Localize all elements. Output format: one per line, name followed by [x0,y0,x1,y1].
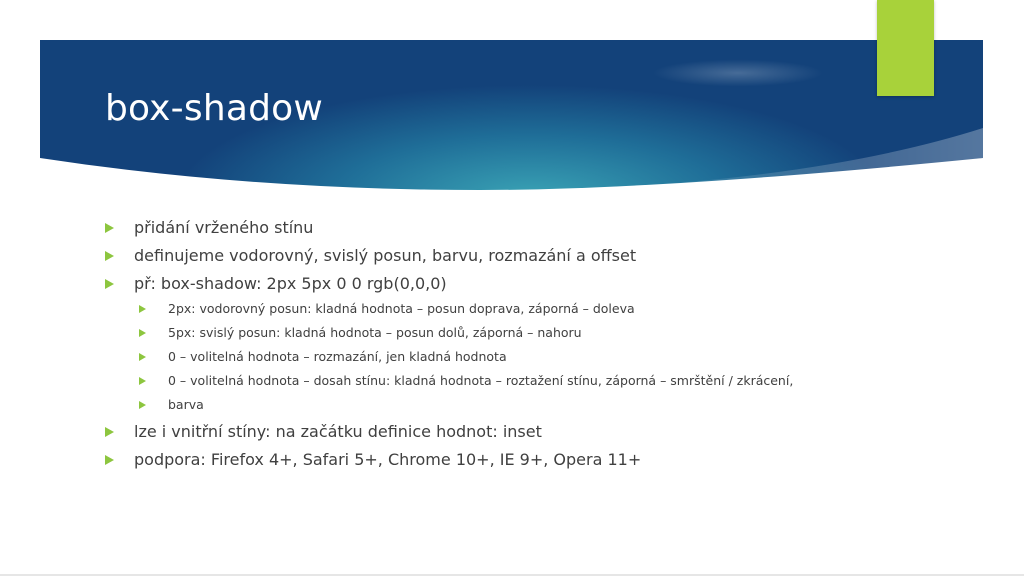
bullet-arrow-icon [105,223,114,233]
sub-bullet-arrow-icon [139,353,146,361]
sub-bullet-text: 5px: svislý posun: kladná hodnota – posun dolů, záporná – nahoru [168,325,582,340]
bullet-item [105,422,825,442]
bullet-text: lze i vnitřní stíny: na začátku definice hodnot: inset [134,422,542,441]
bullet-item [105,450,825,470]
bullet-item [105,246,825,266]
bullet-arrow-icon [105,279,114,289]
bullet-text: podpora: Firefox 4+, Safari 5+, Chrome 10+, IE 9+, Opera 11+ [134,450,642,469]
sub-bullet-arrow-icon [139,377,146,385]
sub-bullet-item [139,302,825,316]
sub-bullet-text: 0 – volitelná hodnota – rozmazání, jen kladná hodnota [168,349,507,364]
bullet-arrow-icon [105,427,114,437]
bullet-text: přidání vrženého stínu [134,218,314,237]
sub-bullet-arrow-icon [139,329,146,337]
sub-bullet-arrow-icon [139,305,146,313]
slide-title: box-shadow [105,88,324,129]
sub-bullet-text: 2px: vodorovný posun: kladná hodnota – posun doprava, záporná – doleva [168,301,635,316]
sub-bullet-arrow-icon [139,401,146,409]
bullet-item [105,274,825,294]
sub-bullet-item [139,326,825,340]
sub-bullet-item [139,398,825,412]
sub-bullet-text: barva [168,397,204,412]
accent-tab [877,0,934,96]
sub-bullet-item [139,374,825,388]
bullet-arrow-icon [105,251,114,261]
sub-bullet-item [139,350,825,364]
bullet-text: př: box-shadow: 2px 5px 0 0 rgb(0,0,0) [134,274,447,293]
bullet-list [105,218,825,478]
bullet-item [105,218,825,238]
sub-bullet-text: 0 – volitelná hodnota – dosah stínu: kladná hodnota – roztažení stínu, záporná – smrštění / zkrácení, [168,373,794,388]
bullet-text: definujeme vodorovný, svislý posun, barvu, rozmazání a offset [134,246,637,265]
bullet-arrow-icon [105,455,114,465]
